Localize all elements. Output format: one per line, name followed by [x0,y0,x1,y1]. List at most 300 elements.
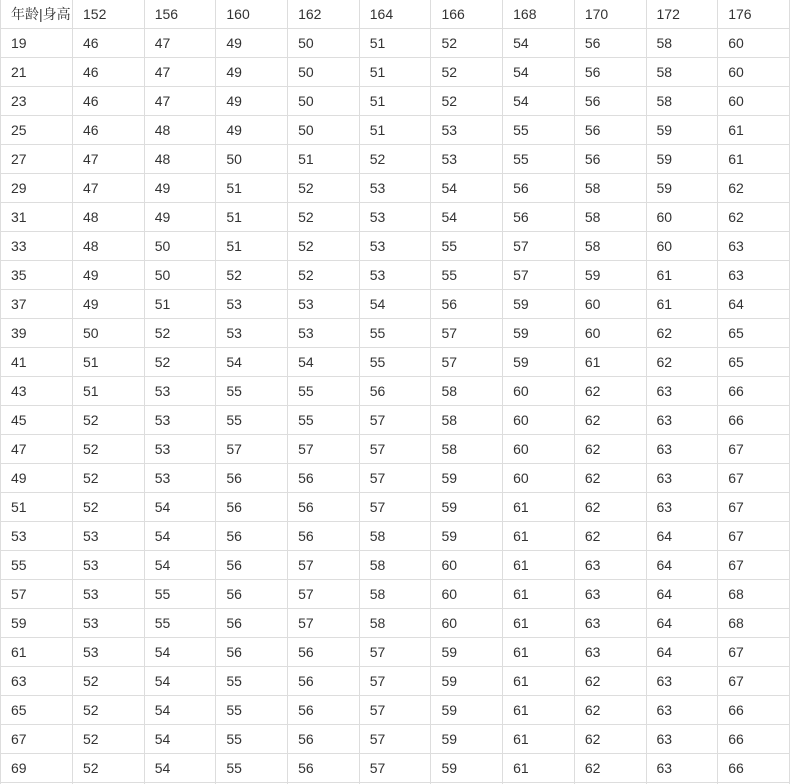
size-value-cell: 61 [503,696,575,725]
size-value-cell: 53 [144,464,216,493]
age-cell: 67 [1,725,73,754]
size-value-cell: 67 [718,435,790,464]
size-value-cell: 60 [503,464,575,493]
size-value-cell: 63 [646,696,718,725]
size-value-cell: 68 [718,609,790,638]
size-value-cell: 61 [503,580,575,609]
size-value-cell: 47 [144,58,216,87]
size-value-cell: 57 [288,435,360,464]
size-value-cell: 67 [718,493,790,522]
size-value-cell: 53 [73,609,145,638]
size-value-cell: 61 [574,348,646,377]
size-value-cell: 56 [288,754,360,783]
size-value-cell: 59 [431,725,503,754]
size-value-cell: 55 [144,609,216,638]
size-value-cell: 54 [359,290,431,319]
size-value-cell: 51 [144,290,216,319]
table-row [1,203,790,232]
size-value-cell: 49 [144,203,216,232]
size-value-cell: 62 [574,493,646,522]
size-value-cell: 54 [144,522,216,551]
size-value-cell: 59 [431,493,503,522]
size-value-cell: 55 [216,725,288,754]
size-value-cell: 56 [574,116,646,145]
age-cell: 59 [1,609,73,638]
size-value-cell: 67 [718,667,790,696]
size-value-cell: 59 [431,696,503,725]
size-value-cell: 46 [73,58,145,87]
size-value-cell: 55 [431,232,503,261]
size-value-cell: 60 [718,29,790,58]
size-value-cell: 55 [216,754,288,783]
table-row [1,406,790,435]
size-value-cell: 52 [73,725,145,754]
size-value-cell: 54 [431,174,503,203]
table-row [1,174,790,203]
table-row [1,609,790,638]
size-value-cell: 58 [574,174,646,203]
size-value-cell: 51 [73,377,145,406]
size-value-cell: 63 [646,377,718,406]
size-value-cell: 62 [574,522,646,551]
size-value-cell: 60 [646,203,718,232]
age-cell: 21 [1,58,73,87]
size-value-cell: 58 [646,29,718,58]
size-value-cell: 52 [431,58,503,87]
table-row [1,435,790,464]
table-row [1,145,790,174]
table-row [1,551,790,580]
size-value-cell: 50 [144,232,216,261]
size-value-cell: 62 [574,377,646,406]
column-header-height: 156 [144,0,216,29]
size-value-cell: 58 [431,435,503,464]
size-value-cell: 51 [359,29,431,58]
size-value-cell: 53 [359,232,431,261]
size-value-cell: 51 [359,116,431,145]
size-value-cell: 55 [503,116,575,145]
age-cell: 19 [1,29,73,58]
size-value-cell: 53 [431,116,503,145]
size-value-cell: 57 [359,696,431,725]
size-value-cell: 59 [646,174,718,203]
size-value-cell: 48 [144,116,216,145]
size-value-cell: 50 [144,261,216,290]
size-value-cell: 58 [359,551,431,580]
size-value-cell: 58 [431,377,503,406]
column-header-height: 176 [718,0,790,29]
size-value-cell: 61 [646,261,718,290]
size-value-cell: 51 [359,58,431,87]
size-value-cell: 53 [73,580,145,609]
size-value-cell: 57 [359,464,431,493]
size-value-cell: 47 [73,145,145,174]
table-row [1,58,790,87]
size-value-cell: 56 [288,667,360,696]
age-cell: 57 [1,580,73,609]
size-value-cell: 66 [718,377,790,406]
size-value-cell: 46 [73,116,145,145]
size-value-cell: 57 [288,609,360,638]
table-row [1,493,790,522]
table-row [1,638,790,667]
age-cell: 45 [1,406,73,435]
size-value-cell: 52 [359,145,431,174]
size-value-cell: 57 [359,435,431,464]
size-value-cell: 64 [718,290,790,319]
size-value-cell: 56 [503,174,575,203]
size-value-cell: 56 [431,290,503,319]
size-value-cell: 63 [646,493,718,522]
size-value-cell: 56 [574,145,646,174]
size-value-cell: 61 [503,754,575,783]
table-row [1,464,790,493]
column-header-height: 152 [73,0,145,29]
size-value-cell: 63 [646,754,718,783]
size-value-cell: 56 [288,638,360,667]
age-cell: 63 [1,667,73,696]
column-header-height: 166 [431,0,503,29]
size-value-cell: 66 [718,725,790,754]
size-value-cell: 55 [431,261,503,290]
size-value-cell: 61 [503,493,575,522]
size-value-cell: 55 [216,377,288,406]
size-value-cell: 56 [216,493,288,522]
size-value-cell: 61 [503,609,575,638]
table-row [1,116,790,145]
size-value-cell: 56 [216,638,288,667]
size-value-cell: 54 [144,667,216,696]
size-value-cell: 57 [431,348,503,377]
table-header-row [1,0,790,29]
size-value-cell: 56 [216,522,288,551]
table-body [1,29,790,784]
column-header-height: 164 [359,0,431,29]
size-value-cell: 58 [646,58,718,87]
size-value-cell: 52 [73,406,145,435]
size-value-cell: 49 [73,261,145,290]
size-value-cell: 66 [718,696,790,725]
size-value-cell: 57 [216,435,288,464]
size-value-cell: 59 [431,754,503,783]
size-value-cell: 49 [144,174,216,203]
size-value-cell: 52 [73,696,145,725]
size-value-cell: 64 [646,522,718,551]
age-cell: 31 [1,203,73,232]
size-value-cell: 56 [288,493,360,522]
size-value-cell: 59 [431,667,503,696]
size-value-cell: 60 [431,551,503,580]
size-value-cell: 64 [646,580,718,609]
size-value-cell: 52 [431,29,503,58]
size-value-cell: 61 [646,290,718,319]
size-value-cell: 53 [216,319,288,348]
size-value-cell: 67 [718,551,790,580]
size-value-cell: 62 [646,348,718,377]
size-value-cell: 55 [288,406,360,435]
size-value-cell: 59 [431,638,503,667]
age-cell: 61 [1,638,73,667]
size-value-cell: 67 [718,638,790,667]
size-value-cell: 54 [503,58,575,87]
size-value-cell: 52 [73,667,145,696]
size-value-cell: 67 [718,522,790,551]
size-value-cell: 46 [73,29,145,58]
size-value-cell: 52 [144,319,216,348]
column-header-height: 160 [216,0,288,29]
size-value-cell: 58 [359,522,431,551]
table-row [1,377,790,406]
column-header-height: 172 [646,0,718,29]
size-value-cell: 56 [216,464,288,493]
size-value-cell: 52 [73,464,145,493]
size-value-cell: 61 [503,667,575,696]
size-value-cell: 52 [288,232,360,261]
size-value-cell: 54 [144,696,216,725]
size-value-cell: 51 [288,145,360,174]
age-cell: 25 [1,116,73,145]
table-row [1,232,790,261]
size-value-cell: 63 [718,261,790,290]
size-value-cell: 54 [144,551,216,580]
size-value-cell: 53 [73,551,145,580]
column-header-height: 168 [503,0,575,29]
column-header-height: 170 [574,0,646,29]
size-value-cell: 57 [359,667,431,696]
size-value-cell: 54 [144,638,216,667]
age-cell: 27 [1,145,73,174]
table-row [1,754,790,783]
size-value-cell: 53 [144,435,216,464]
size-value-cell: 49 [216,58,288,87]
size-value-cell: 50 [288,29,360,58]
table-row [1,580,790,609]
size-value-cell: 56 [503,203,575,232]
size-value-cell: 51 [216,174,288,203]
size-value-cell: 63 [646,667,718,696]
table-header [1,0,790,29]
age-cell: 23 [1,87,73,116]
age-cell: 55 [1,551,73,580]
size-value-cell: 51 [216,203,288,232]
size-value-cell: 54 [144,493,216,522]
size-value-cell: 59 [431,522,503,551]
size-value-cell: 63 [646,725,718,754]
size-value-cell: 60 [431,580,503,609]
size-value-cell: 68 [718,580,790,609]
size-value-cell: 53 [288,319,360,348]
size-value-cell: 59 [646,116,718,145]
table-row [1,348,790,377]
size-value-cell: 64 [646,638,718,667]
age-cell: 51 [1,493,73,522]
size-value-cell: 55 [288,377,360,406]
size-value-cell: 59 [503,348,575,377]
table-row [1,261,790,290]
size-value-cell: 61 [503,725,575,754]
size-value-cell: 53 [431,145,503,174]
size-value-cell: 55 [503,145,575,174]
size-value-cell: 56 [216,580,288,609]
size-value-cell: 56 [216,551,288,580]
size-value-cell: 58 [431,406,503,435]
size-value-cell: 60 [646,232,718,261]
size-value-cell: 59 [574,261,646,290]
size-value-cell: 57 [288,551,360,580]
size-value-cell: 56 [288,464,360,493]
size-value-cell: 53 [144,406,216,435]
size-value-cell: 51 [73,348,145,377]
table-row [1,667,790,696]
size-value-cell: 62 [574,406,646,435]
size-value-cell: 56 [574,29,646,58]
size-value-cell: 50 [288,58,360,87]
size-value-cell: 53 [359,261,431,290]
size-value-cell: 62 [574,435,646,464]
size-value-cell: 51 [359,87,431,116]
size-value-cell: 48 [144,145,216,174]
size-value-cell: 66 [718,406,790,435]
size-value-cell: 62 [574,667,646,696]
size-value-cell: 61 [718,145,790,174]
size-value-cell: 57 [359,725,431,754]
age-cell: 43 [1,377,73,406]
size-value-cell: 56 [288,522,360,551]
age-cell: 29 [1,174,73,203]
size-value-cell: 63 [574,638,646,667]
size-value-cell: 60 [503,435,575,464]
table-row [1,696,790,725]
size-value-cell: 62 [574,696,646,725]
age-cell: 65 [1,696,73,725]
size-value-cell: 57 [359,754,431,783]
size-value-cell: 55 [359,319,431,348]
age-cell: 37 [1,290,73,319]
size-value-cell: 57 [359,638,431,667]
size-value-cell: 63 [646,406,718,435]
size-value-cell: 47 [144,29,216,58]
size-value-cell: 62 [574,754,646,783]
size-value-cell: 52 [216,261,288,290]
size-value-cell: 52 [144,348,216,377]
size-value-cell: 65 [718,348,790,377]
size-value-cell: 61 [503,551,575,580]
size-value-cell: 48 [73,203,145,232]
size-value-cell: 52 [288,203,360,232]
size-value-cell: 46 [73,87,145,116]
size-value-cell: 58 [646,87,718,116]
size-value-cell: 55 [359,348,431,377]
size-value-cell: 60 [431,609,503,638]
size-value-cell: 58 [359,609,431,638]
size-value-cell: 54 [503,29,575,58]
size-value-cell: 56 [288,696,360,725]
size-value-cell: 62 [718,174,790,203]
age-cell: 39 [1,319,73,348]
size-value-cell: 61 [503,638,575,667]
size-value-cell: 58 [574,203,646,232]
size-value-cell: 50 [73,319,145,348]
age-cell: 49 [1,464,73,493]
age-cell: 41 [1,348,73,377]
size-value-cell: 54 [144,754,216,783]
size-value-cell: 57 [503,261,575,290]
size-value-cell: 60 [574,319,646,348]
size-value-cell: 60 [718,58,790,87]
age-cell: 53 [1,522,73,551]
table-row [1,725,790,754]
size-value-cell: 58 [574,232,646,261]
size-value-cell: 63 [574,551,646,580]
size-value-cell: 49 [216,116,288,145]
size-value-cell: 53 [359,174,431,203]
size-value-cell: 53 [216,290,288,319]
size-value-cell: 59 [646,145,718,174]
size-value-cell: 56 [574,58,646,87]
table-row [1,29,790,58]
size-value-cell: 53 [73,522,145,551]
table-row [1,319,790,348]
size-value-cell: 57 [431,319,503,348]
size-value-cell: 61 [718,116,790,145]
size-value-cell: 59 [431,464,503,493]
size-value-cell: 52 [73,435,145,464]
size-value-cell: 51 [216,232,288,261]
size-value-cell: 48 [73,232,145,261]
size-value-cell: 52 [73,493,145,522]
size-value-cell: 56 [574,87,646,116]
size-value-cell: 54 [216,348,288,377]
age-cell: 69 [1,754,73,783]
size-value-cell: 52 [288,261,360,290]
size-value-cell: 47 [144,87,216,116]
table-row [1,522,790,551]
size-value-cell: 65 [718,319,790,348]
size-value-cell: 54 [288,348,360,377]
size-value-cell: 66 [718,754,790,783]
size-value-cell: 56 [288,725,360,754]
corner-header-age-height: 年龄|身高 [1,0,73,29]
table-row [1,87,790,116]
size-value-cell: 60 [503,406,575,435]
size-value-cell: 53 [73,638,145,667]
size-value-cell: 61 [503,522,575,551]
size-value-cell: 63 [574,580,646,609]
size-value-cell: 63 [646,435,718,464]
size-value-cell: 60 [718,87,790,116]
size-value-cell: 62 [718,203,790,232]
size-value-cell: 63 [574,609,646,638]
size-value-cell: 59 [503,319,575,348]
size-value-cell: 62 [646,319,718,348]
size-value-cell: 63 [646,464,718,493]
size-value-cell: 53 [288,290,360,319]
size-value-cell: 54 [431,203,503,232]
size-value-cell: 60 [574,290,646,319]
size-value-cell: 62 [574,464,646,493]
size-value-cell: 52 [73,754,145,783]
size-value-cell: 56 [216,609,288,638]
size-value-cell: 55 [144,580,216,609]
age-cell: 33 [1,232,73,261]
size-value-cell: 49 [216,29,288,58]
size-value-cell: 55 [216,406,288,435]
size-value-cell: 60 [503,377,575,406]
size-value-cell: 52 [288,174,360,203]
size-value-cell: 50 [216,145,288,174]
size-value-cell: 64 [646,551,718,580]
size-value-cell: 58 [359,580,431,609]
